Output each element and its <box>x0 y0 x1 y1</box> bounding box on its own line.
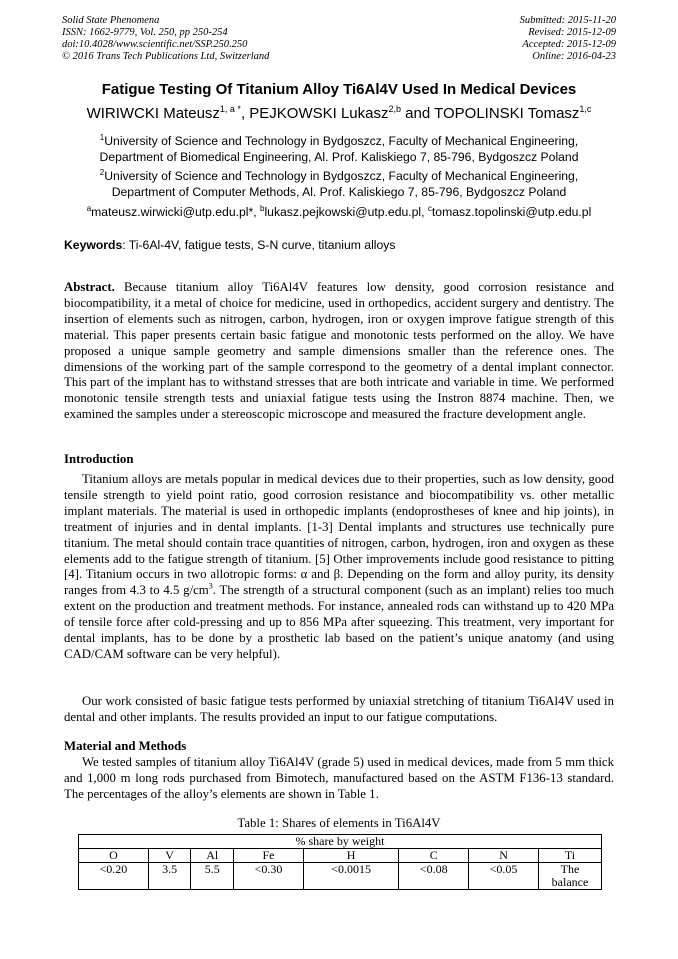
keywords-text: : Ti-6Al-4V, fatigue tests, S-N curve, titanium alloys <box>122 238 396 252</box>
author-list <box>0 104 678 122</box>
introduction-paragraph-2: Our work consisted of basic fatigue tests performed by uniaxial stretching of titanium Ti6Al4V used in dental and other implants. The results provided an input to our fatigue computations. <box>64 694 614 724</box>
cell-h: <0.0015 <box>303 863 398 890</box>
abstract-label: Abstract. <box>64 280 115 294</box>
abstract <box>64 280 614 423</box>
email-b[interactable]: lukasz.pejkowski@utp.edu.pl, <box>264 205 428 220</box>
methods-paragraph-1: We tested samples of titanium alloy Ti6Al4V (grade 5) used in medical devices, made from 5 mm thick and 1,000 m long rods purchased from Bimotech, manufactured based on the ASTM F136-13 standard. The percentages of the alloy’s elements are shown in Table 1. <box>64 755 614 801</box>
affiliation-1-line1: University of Science and Technology in Bydgoszcz, Faculty of Mechanical Engineering, <box>104 134 579 149</box>
author-1-sup: 1, a * <box>219 104 241 114</box>
doi: doi:10.4028/www.scientific.net/SSP.250.250 <box>62 39 248 50</box>
col-header-h: H <box>303 849 398 863</box>
author-2: , PEJKOWSKI Lukasz <box>240 105 389 122</box>
cell-o: <0.20 <box>79 863 149 890</box>
issn: ISSN: 1662-9779, Vol. 250, pp 250-254 <box>62 27 228 38</box>
author-1: WIRIWCKI Mateusz <box>86 105 220 122</box>
author-3-sup: 1,c <box>579 104 592 114</box>
submitted-date: Submitted: 2015-11-20 <box>519 15 616 26</box>
table-group-header: % share by weight <box>79 835 602 849</box>
cell-c: <0.08 <box>399 863 469 890</box>
introduction-paragraph-1 <box>64 472 614 663</box>
affiliation-2 <box>0 165 678 200</box>
journal-info <box>62 15 269 63</box>
copyright: © 2016 Trans Tech Publications Ltd, Switzerland <box>62 51 270 62</box>
journal-name: Solid State Phenomena <box>62 15 160 26</box>
affiliation-1-sup: 1 <box>99 133 105 142</box>
col-header-c: C <box>399 849 469 863</box>
email-c-sup: c <box>427 204 432 213</box>
submission-dates <box>520 15 616 63</box>
keywords-label: Keywords <box>64 238 123 252</box>
cell-al: 5.5 <box>191 863 234 890</box>
affiliation-2-line1: University of Science and Technology in Bydgoszcz, Faculty of Mechanical Engineering, <box>104 169 579 184</box>
table-1-caption: Table 1: Shares of elements in Ti6Al4V <box>237 816 441 830</box>
intro-p1-part-a: Titanium alloys are metals popular in medical devices due to their properties, such as low density, good tensile strength to yield point ratio, good corrosion resistance and biocompatibility vs. other metallic implant materials. The material is used in orthopedic implants (endoprostheses of knee and hip joints), in treatment of injuries and in dental implants. [1-3] Dental implants and structures use technically pure titanium. The metal should contain trace quantities of nitrogen, carbon, hydrogen, iron and oxygen as these elements add to the fatigue strength of titanium. [5] Other improvements include good resistance to pitting [4]. Titanium occurs in two allotropic forms: α and β. Depending on the form and alloy purity, its density ranges from 4.3 to 4.5 g/cm <box>64 472 614 598</box>
cell-fe: <0.30 <box>234 863 304 890</box>
introduction-heading: Introduction <box>64 452 134 466</box>
online-date: Online: 2016-04-23 <box>532 51 616 62</box>
email-a-sup: a <box>86 204 92 213</box>
affiliation-2-sup: 2 <box>99 168 105 177</box>
col-header-n: N <box>469 849 539 863</box>
affiliation-2-line2: Department of Computer Methods, Al. Prof. Kaliskiego 7, 85-796, Bydgoszcz Poland <box>111 185 567 200</box>
table-1 <box>78 834 602 890</box>
intro-p1-sup: 3 <box>208 582 213 592</box>
email-c[interactable]: tomasz.topolinski@utp.edu.pl <box>431 205 592 220</box>
author-3: and TOPOLINSKI Tomasz <box>401 105 580 122</box>
col-header-v: V <box>148 849 191 863</box>
cell-v: 3.5 <box>148 863 191 890</box>
cell-ti: The balance <box>539 863 602 890</box>
affiliation-1-line2: Department of Biomedical Engineering, Al. Prof. Kaliskiego 7, 85-796, Bydgoszcz Poland <box>99 150 579 165</box>
table-row <box>79 863 602 890</box>
revised-date: Revised: 2015-12-09 <box>528 27 616 38</box>
author-2-sup: 2,b <box>388 104 401 114</box>
paper-title: Fatigue Testing Of Titanium Alloy Ti6Al4V Used In Medical Devices <box>101 81 577 98</box>
methods-heading: Material and Methods <box>64 739 187 753</box>
cell-n: <0.05 <box>469 863 539 890</box>
col-header-o: O <box>79 849 149 863</box>
accepted-date: Accepted: 2015-12-09 <box>522 39 616 50</box>
abstract-text: Because titanium alloy Ti6Al4V features low density, good corrosion resistance and biocompatibility, it a metal of choice for medicine, used in orthopedics, accident surgery and dentistry. The insertion of elements such as nitrogen, carbon, hydrogen, iron or oxygen improve fatigue strength of this material. This paper presents certain basic fatigue and monotonic tests performed on the alloy. We have proposed a unique sample geometry and sample dimensions smaller than the reference ones. The dimensions of the working part of the sample correspond to the geometry of a dental implant connector. This part of the implant has to withstand stresses that are both intricate and variable in time. We performed monotonic tensile strength tests and uniaxial fatigue tests using the Instron 8874 machine. Then, we examined the samples under a stereoscopic microscope and measured the fracture development angle. <box>64 280 614 422</box>
affiliation-1 <box>0 130 678 165</box>
col-header-ti: Ti <box>539 849 602 863</box>
email-a[interactable]: mateusz.wirwicki@utp.edu.pl*, <box>91 205 260 220</box>
author-emails <box>0 204 678 219</box>
col-header-fe: Fe <box>234 849 304 863</box>
keywords <box>64 238 395 252</box>
table-header-row <box>79 849 602 863</box>
table-group-header-row <box>79 835 602 849</box>
intro-p1-part-b: . The strength of a structural component (such as an implant) relies too much extent on the production and treatment methods. For instance, annealed rods can withstand up to 420 MPa of tensile force after cold-pressing and up to 856 MPa after squeezing. This treatment, very important for dental implants, has to be done by a prosthetic lab based on the patient’s unique anatomy (and using CAD/CAM software can be very helpful). <box>64 583 614 661</box>
email-b-sup: b <box>260 204 265 213</box>
col-header-al: Al <box>191 849 234 863</box>
